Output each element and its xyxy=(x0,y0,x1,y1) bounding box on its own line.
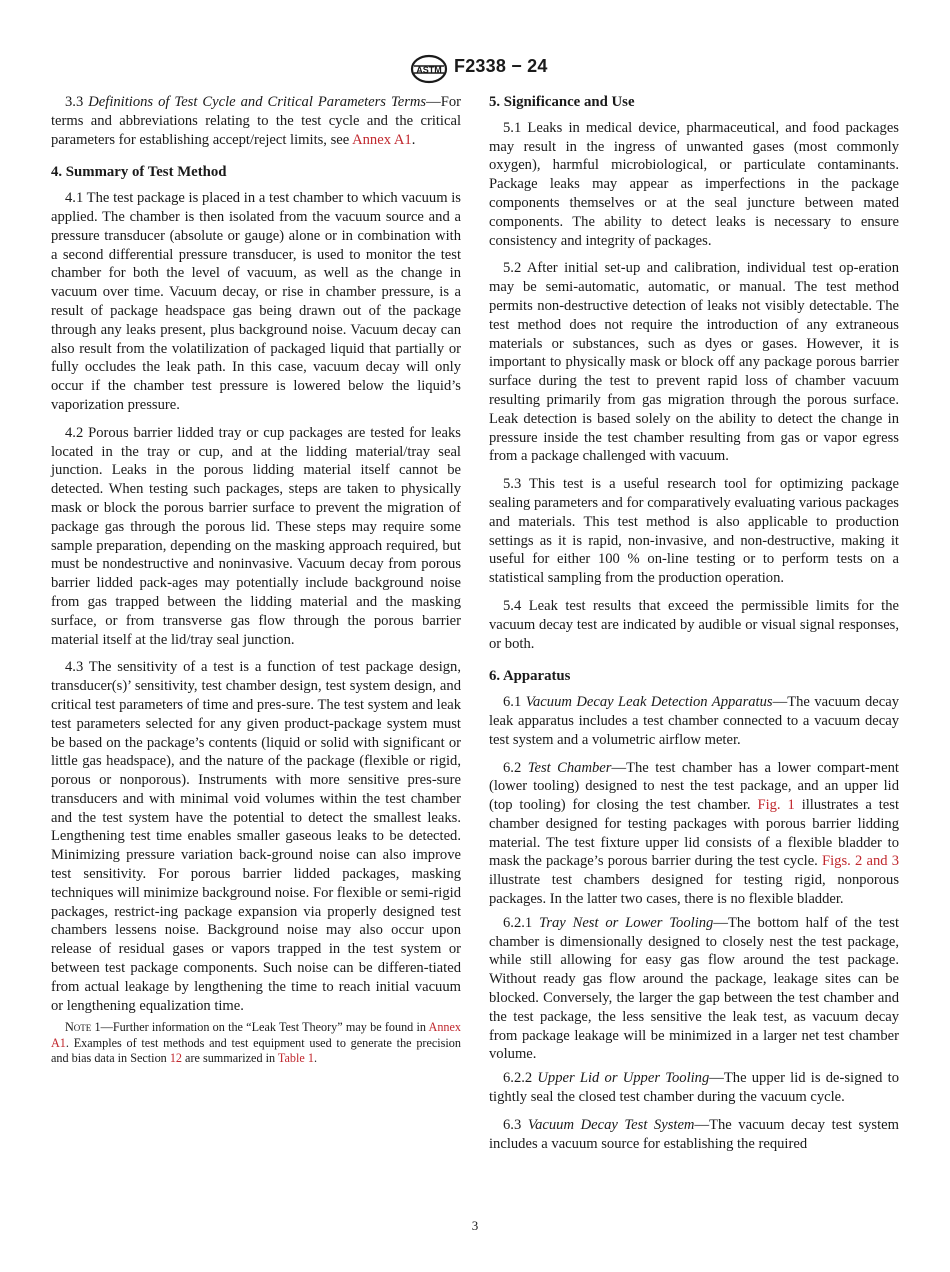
paragraph-5-3: 5.3 This test is a useful research tool for optimizing package sealing parameters and for comparatively evaluating various packages and materials. This test method is also applicable to production settings as it is rapid, non-invasive, and non-destructive, making it useful for either 100 % on-line testing or to perform tests on a statistical sampling from the production operation. xyxy=(489,476,899,587)
paragraph-5-4: 5.4 Leak test results that exceed the permissible limits for the vacuum decay test are indicated by audible or visual signal responses, or both. xyxy=(489,597,899,652)
logo-text: ASTM xyxy=(416,65,442,75)
section-6-heading: 6. Apparatus xyxy=(489,668,571,685)
left-column xyxy=(51,93,461,1067)
section-12-link[interactable]: 12 xyxy=(169,1051,182,1066)
annex-a1-link[interactable]: Annex A1 xyxy=(352,131,412,148)
section-4-heading: 4. Summary of Test Method xyxy=(51,164,227,181)
paragraph-4-2: 4.2 Porous barrier lidded tray or cup packages are tested for leaks located in the tray or cup, and at the lidding material/tray seal junction. Leaks in the porous lidding material itself cannot be detected. When testing such packages, steps are taken to physically mask or block the porous barrier surface to prevent the migration of package gas through the porous lid. These steps may require some sample preparation, depending on the masking approach required, but must be nondestructive and noninvasive. Vacuum decay from porous barrier lidded pack-ages may potentially include background noise from gas trapped between the lidding material and the masking surface, or from transverse gas flow through the porous barrier material itself at the lid/tray seal junction. xyxy=(51,424,461,648)
astm-logo-icon xyxy=(410,54,448,84)
paragraph-6-1: 6.1 Vacuum Decay Leak Detection Apparatus—The vacuum decay leak apparatus includes a test chamber connected to a vacuum decay test system and a volumetric airflow meter. xyxy=(489,694,899,748)
page-header xyxy=(0,50,950,86)
page-number: 3 xyxy=(471,1218,479,1233)
note-1: Note 1—Further information on the “Leak Test Theory” may be found in Annex A1. Examples of test methods and test equipment used to generate the precision and bias data in Section 12 are summarized in Table 1. xyxy=(51,1020,462,1066)
paragraph-4-1: 4.1 The test package is placed in a test chamber to which vacuum is applied. The chamber is then isolated from the vacuum source and a pressure transducer (absolute or gauge) alone or in combination with a second differential pressure transducer, is used to monitor the test chamber for both the level of vacuum, as well as the change in vacuum over time. Vacuum decay, or rise in chamber pressure, is a result of package headspace gas being drawn out of the package through any leaks present, plus background noise. Vacuum decay can also result from the volatilization of packaged liquid that partially or fully occludes the leak path. In this case, vacuum decay will only occur if the chamber test pressure is lowered below the liquid’s vaporization pressure. xyxy=(51,190,461,413)
paragraph-5-2: 5.2 After initial set-up and calibration, individual test op-eration may be semi-automatic, automatic, or manual. The test method permits non-destructive detection of leaks not visibly detectable. The test method does not require the introduction of any extraneous materials or substances, such as dyes or gases. However, it is important to physically mask or block off any package porous barrier surface during the test to prevent rapid loss of chamber vacuum resulting primarily from gas migration through the porous surface. Leak detection is based solely on the ability to detect the change in pressure inside the test chamber resulting from gas or vapor egress from a package challenged with vacuum. xyxy=(489,260,899,465)
section-5-heading: 5. Significance and Use xyxy=(489,94,635,110)
right-column xyxy=(489,93,899,1158)
fig-1-link[interactable]: Fig. 1 xyxy=(757,797,795,814)
note-annex-link[interactable]: Annex A1 xyxy=(51,1020,462,1050)
paragraph-5-1: 5.1 Leaks in medical device, pharmaceutical, and food packages may result in the ingress of unwanted gases (most commonly oxygen), harmful microbiological, or particulate contaminants. Package leaks may appear as imperfections in the package components themselves or at the seal juncture between mated components. The ability to detect leaks is necessary to ensure consistency and integrity of packages. xyxy=(489,119,899,249)
paragraph-6-3: 6.3 Vacuum Decay Test System—The vacuum decay test system includes a vacuum source for establishing the required xyxy=(489,1116,899,1152)
paragraph-6-2: 6.2 Test Chamber—The test chamber has a lower compart-ment (lower tooling) designed to nest the test package, and an upper lid (top tooling) for closing the test chamber. Fig. 1 illustrates a test chamber designed for testing packages with porous barrier lidding material. The test fixture upper lid consists of a flexible bladder to mask the package’s porous barrier during the test cycle. Figs. 2 and 3 illustrate test chambers designed for testing rigid, nonporous packages. In the latter two cases, there is no flexible bladder. xyxy=(489,759,900,908)
paragraph-6-2-1: 6.2.1 Tray Nest or Lower Tooling—The bottom half of the test chamber is dimensionally designed to closely nest the test package, while still allowing for easy gas flow around the test package. Without ready gas flow around the package, leakage sites can be blocked. Conversely, the larger the gap between the test chamber and the test package, the less sensitive the leak test, as vacuum decay from package leakage will be minimized in a larger net test chamber volume. xyxy=(489,914,899,1063)
paragraph-4-3: 4.3 The sensitivity of a test is a function of test package design, transducer(s)’ sensitivity, test chamber design, test system design, and critical test parameters of time and pres-sure. The test system and leak test parameters selected for any given product-package system must be based on the package’s contents (liquid or solid with significant or little gas headspace), and the nature of the package (flexible or rigid, porous or nonporous). Instruments with more sensitive pres-sure transducers and with minimal void volumes within the test chamber and the test system have the potential to detect the smallest leaks. Lengthening test time enables smaller gaseous leaks to be detected. Minimizing pressure variation back-ground noise can also improve test sensitivity. For porous barrier lidded packages, masking techniques will minimize background noise. For flexible or semi-rigid packages, restrict-ing package expansion via properly designed test chambers lessens noise. Background noise may also occur upon release of residual gases or vapors trapped in the test system or between test package components. Such noise can be differen-tiated from actual leakage by lengthening the time to reach initial vacuum or lengthening equalization time. xyxy=(51,659,461,1014)
document-id: F2338 − 24 xyxy=(454,56,548,76)
paragraph-6-2-2: 6.2.2 Upper Lid or Upper Tooling—The upper lid is de-signed to tightly seal the closed test chamber during the vacuum cycle. xyxy=(489,1070,899,1106)
figs-2-3-link[interactable]: Figs. 2 and 3 xyxy=(822,853,900,870)
table-1-link[interactable]: Table 1 xyxy=(277,1051,314,1066)
paragraph-3-3: 3.3 Definitions of Test Cycle and Critical Parameters Terms—For terms and abbreviations relating to the test cycle and the critical parameters for establishing accept/reject limits, see Annex A1. xyxy=(51,94,461,148)
